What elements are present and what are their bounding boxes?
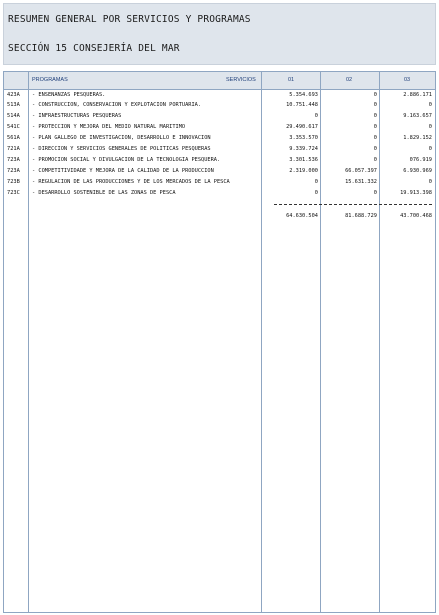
program-code: 423A: [7, 92, 20, 98]
table-row: [4, 112, 435, 122]
table-row: [4, 178, 435, 188]
value-service-02: 0: [373, 190, 377, 196]
value-service-03: 9.163.657: [403, 113, 432, 119]
program-description: - INFRAESTRUCTURAS PESQUERAS: [32, 113, 122, 119]
header-programas: PROGRAMAS: [32, 77, 68, 83]
program-code: 723B: [7, 179, 20, 185]
program-description: - COMPETITIVIDADE Y MEJORA DE LA CALIDAD DE LA PRODUCCIÓN: [32, 168, 214, 174]
value-service-02: 66.057.397: [345, 168, 377, 174]
value-service-02: 0: [373, 135, 377, 141]
value-service-03: 076.919: [409, 157, 432, 163]
table-row: [4, 134, 435, 144]
value-service-01: 3.301.536: [289, 157, 318, 163]
report-title: RESUMEN GENERAL POR SERVICIOS Y PROGRAMAS: [8, 14, 251, 25]
table-row: [4, 91, 435, 101]
value-service-01: 0: [314, 113, 318, 119]
section-title: SECCIÓN 15 CONSEJERÍA DEL MAR: [8, 43, 180, 54]
value-service-01: 10.751.448: [286, 102, 318, 108]
program-code: 723A: [7, 157, 20, 163]
value-service-03: 0: [428, 124, 432, 130]
program-description: - CONSTRUCCIÓN, CONSERVACIÓN Y EXPLOTACIÓN PORTUARIA.: [32, 102, 202, 108]
table-row: [4, 189, 435, 199]
program-description: - DESARROLLO SOSTENIBLE DE LAS ZONAS DE PESCA: [32, 190, 176, 196]
program-code: 541C: [7, 124, 20, 130]
value-service-02: 0: [373, 92, 377, 98]
table-row: [4, 101, 435, 111]
value-service-01: 2.319.000: [289, 168, 318, 174]
value-service-03: 0: [428, 179, 432, 185]
total-service-02: 81.688.729: [345, 213, 377, 219]
value-service-02: 15.631.332: [345, 179, 377, 185]
value-service-03: 0: [428, 102, 432, 108]
value-service-02: 0: [373, 157, 377, 163]
program-code: 723C: [7, 190, 20, 196]
program-code: 721A: [7, 146, 20, 152]
table-row: [4, 156, 435, 166]
table-row: [4, 145, 435, 155]
value-service-01: 3.353.570: [289, 135, 318, 141]
header-service-01: 01: [288, 77, 295, 83]
value-service-02: 0: [373, 124, 377, 130]
table-row: [4, 123, 435, 133]
value-service-03: 2.886.171: [403, 92, 432, 98]
table-row: [4, 167, 435, 177]
program-code: 513A: [7, 102, 20, 108]
program-description: - DIRECCIÓN Y SERVICIOS GENERALES DE POLÍTICAS PESQUERAS: [32, 146, 211, 152]
program-description: - REGULACIÓN DE LAS PRODUCCIONES Y DE LOS MERCADOS DE LA PESCA: [32, 179, 230, 185]
program-description: - PLAN GALLEGO DE INVESTIGACIÓN, DESARROLLO E INNOVACIÓN: [32, 135, 211, 141]
summary-table: [3, 71, 436, 613]
value-service-01: 0: [314, 179, 318, 185]
value-service-02: 0: [373, 102, 377, 108]
report-header: [3, 3, 436, 65]
totals-row: [4, 212, 435, 222]
value-service-01: 9.339.724: [289, 146, 318, 152]
total-service-01: 64.630.504: [286, 213, 318, 219]
program-description: - PROMOCIÓN SOCIAL Y DIVULGACIÓN DE LA TECNOLOGÍA PESQUERA.: [32, 157, 221, 163]
value-service-03: 6.930.969: [403, 168, 432, 174]
value-service-02: 0: [373, 146, 377, 152]
totals-separator: [274, 204, 432, 205]
program-description: - PROTECCIÓN Y MEJORA DEL MEDIO NATURAL MARÍTIMO: [32, 124, 186, 130]
total-service-03: 43.700.468: [400, 213, 432, 219]
header-servicios: SERVICIOS: [226, 77, 256, 83]
value-service-03: 0: [428, 146, 432, 152]
header-service-03: 03: [404, 77, 411, 83]
value-service-03: 19.913.398: [400, 190, 432, 196]
header-service-02: 02: [346, 77, 353, 83]
program-description: - ENSEÑANZAS PESQUERAS.: [32, 92, 106, 98]
table-header: [4, 72, 435, 90]
value-service-02: 0: [373, 113, 377, 119]
value-service-01: 0: [314, 190, 318, 196]
program-code: 561A: [7, 135, 20, 141]
program-code: 514A: [7, 113, 20, 119]
value-service-01: 5.354.693: [289, 92, 318, 98]
value-service-01: 29.490.617: [286, 124, 318, 130]
value-service-03: 1.829.152: [403, 135, 432, 141]
program-code: 723A: [7, 168, 20, 174]
